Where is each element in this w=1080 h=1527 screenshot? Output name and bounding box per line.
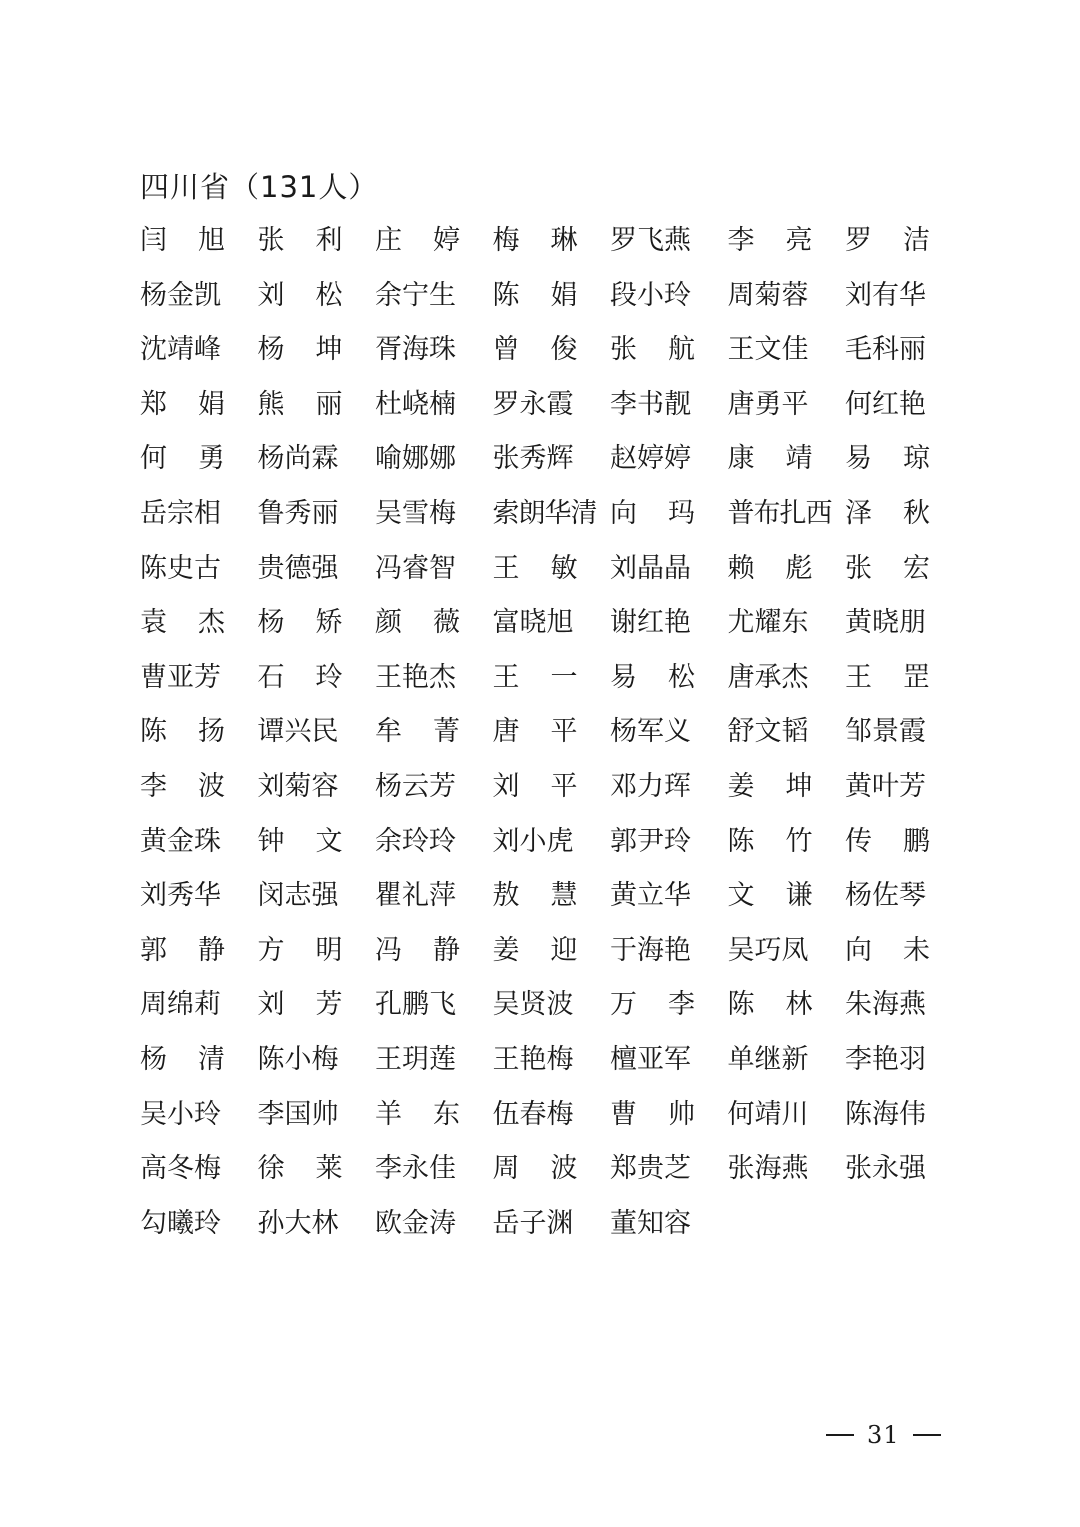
name-entry: 熊 丽: [257, 388, 343, 420]
name-entry: 杨云芳: [375, 770, 456, 802]
name-entry: 单继新: [727, 1043, 809, 1075]
name-entry: 王玥莲: [375, 1043, 456, 1075]
name-entry: 张 利: [257, 225, 343, 256]
name-entry: 李 波: [140, 770, 225, 802]
name-entry: 王 罡: [845, 661, 930, 693]
name-entry: 黄叶芳: [845, 770, 926, 802]
name-entry: 贵德强: [257, 552, 339, 584]
name-entry: 向 未: [845, 934, 930, 966]
name-entry: 杨佐琴: [845, 880, 926, 912]
name-entry: 余玲玲: [375, 825, 456, 857]
name-entry: 周菊蓉: [727, 279, 809, 311]
section-heading: 四川省（131人）: [140, 170, 379, 204]
name-entry: 羊 东: [375, 1098, 460, 1130]
name-entry: 曾 俊: [492, 334, 578, 366]
dash-left: [826, 1434, 854, 1436]
name-entry: 尤耀东: [727, 607, 809, 639]
name-entry: 张 宏: [845, 552, 930, 584]
name-entry: 王艳杰: [375, 661, 456, 693]
name-entry: 庄 婷: [375, 225, 460, 256]
name-entry: 孙大林: [257, 1207, 339, 1239]
name-entry: 张海燕: [727, 1153, 809, 1185]
name-entry: 索朗华清: [492, 497, 597, 529]
name-entry: 杨尚霖: [257, 443, 339, 475]
name-entry: 赖 彪: [727, 552, 813, 584]
name-entry: 伍春梅: [492, 1098, 574, 1130]
name-entry: 郭 静: [140, 934, 225, 966]
name-entry: 陈 扬: [140, 716, 225, 748]
name-entry: 吴雪梅: [375, 497, 456, 529]
dash-right: [913, 1434, 941, 1436]
name-entry: 喻娜娜: [375, 443, 456, 475]
name-entry: 罗永霞: [492, 388, 574, 420]
name-entry: 李艳羽: [845, 1043, 926, 1075]
name-entry: 郑贵芝: [610, 1153, 691, 1185]
name-entry: 唐承杰: [727, 661, 809, 693]
name-entry: 陈小梅: [257, 1043, 339, 1075]
name-entry: 刘有华: [845, 279, 926, 311]
name-entry: 易 琼: [845, 443, 930, 475]
name-entry: 文 谦: [727, 880, 813, 912]
name-entry: 董知容: [610, 1207, 691, 1239]
name-entry: 黄金珠: [140, 825, 221, 857]
name-entry: 邹景霞: [845, 716, 926, 748]
name-entry: 刘 松: [257, 279, 343, 311]
name-entry: 孔鹏飞: [375, 989, 456, 1021]
name-entry: 张秀辉: [492, 443, 574, 475]
name-entry: 何红艳: [845, 388, 926, 420]
name-entry: 康 靖: [727, 443, 813, 475]
name-entry: 邓力珲: [610, 770, 691, 802]
name-entry: 鲁秀丽: [257, 497, 339, 529]
name-entry: 吴小玲: [140, 1098, 221, 1130]
name-entry: 张永强: [845, 1153, 926, 1185]
name-entry: 岳子渊: [492, 1207, 574, 1239]
name-entry: 李永佳: [375, 1153, 456, 1185]
name-entry: 刘秀华: [140, 880, 221, 912]
page-footer: [826, 1418, 941, 1452]
name-entry: 杨 矫: [257, 607, 343, 639]
name-entry: 陈 竹: [727, 825, 813, 857]
name-entry: 周 波: [492, 1153, 578, 1185]
name-entry: 杜峣楠: [375, 388, 456, 420]
name-entry: 檀亚军: [610, 1043, 691, 1075]
name-entry: 袁 杰: [140, 607, 225, 639]
name-entry: 李国帅: [257, 1098, 339, 1130]
name-entry: 朱海燕: [845, 989, 926, 1021]
name-entry: 闵志强: [257, 880, 339, 912]
name-entry: 刘小虎: [492, 825, 574, 857]
name-entry: 谭兴民: [257, 716, 339, 748]
name-entry: 闫 旭: [140, 225, 225, 256]
name-entry: 何 勇: [140, 443, 225, 475]
name-entry: 姜 坤: [727, 770, 813, 802]
name-entry: 钟 文: [257, 825, 343, 857]
name-entry: 何靖川: [727, 1098, 809, 1130]
name-entry: 吴巧凤: [727, 934, 809, 966]
name-entry: 罗飞燕: [610, 225, 691, 256]
name-entry: 敖 慧: [492, 880, 578, 912]
name-entry: 杨 清: [140, 1043, 225, 1075]
name-entry: 罗 洁: [845, 225, 930, 256]
name-entry: 普布扎西: [727, 497, 832, 529]
name-entry: 勾曦玲: [140, 1207, 221, 1239]
name-entry: 瞿礼萍: [375, 880, 456, 912]
name-entry: 方 明: [257, 934, 343, 966]
name-entry: 唐 平: [492, 716, 578, 748]
name-entry: 石 玲: [257, 661, 343, 693]
name-entry: 于海艳: [610, 934, 691, 966]
name-entry: 向 玛: [610, 497, 695, 529]
name-entry: 冯 静: [375, 934, 460, 966]
name-entry: 陈 娟: [492, 279, 578, 311]
name-list: [140, 214, 940, 1251]
name-entry: 曹亚芳: [140, 661, 221, 693]
name-entry: 杨金凯: [140, 279, 221, 311]
name-entry: 曹 帅: [610, 1098, 695, 1130]
name-entry: 传 鹏: [845, 825, 930, 857]
name-entry: 陈海伟: [845, 1098, 926, 1130]
name-entry: 岳宗相: [140, 497, 221, 529]
name-entry: 杨 坤: [257, 334, 343, 366]
name-entry: 胥海珠: [375, 334, 456, 366]
name-entry: 沈靖峰: [140, 334, 221, 366]
name-entry: 谢红艳: [610, 607, 691, 639]
name-entry: 吴贤波: [492, 989, 574, 1021]
name-entry: 刘晶晶: [610, 552, 691, 584]
name-entry: 王 敏: [492, 552, 578, 584]
name-entry: 郭尹玲: [610, 825, 691, 857]
name-entry: 李书靓: [610, 388, 691, 420]
name-entry: 刘 芳: [257, 989, 343, 1021]
name-entry: 易 松: [610, 661, 695, 693]
name-entry: 王文佳: [727, 334, 809, 366]
name-entry: 牟 菁: [375, 716, 460, 748]
name-entry: 舒文韬: [727, 716, 809, 748]
name-entry: 刘菊容: [257, 770, 339, 802]
name-entry: 赵婷婷: [610, 443, 691, 475]
name-entry: 陈史古: [140, 552, 221, 584]
name-entry: 富晓旭: [492, 607, 574, 639]
name-entry: 姜 迎: [492, 934, 578, 966]
name-entry: 李 亮: [727, 225, 813, 256]
name-entry: 王艳梅: [492, 1043, 574, 1075]
name-entry: 张 航: [610, 334, 695, 366]
name-entry: 万 李: [610, 989, 695, 1021]
name-entry: 周绵莉: [140, 989, 221, 1021]
name-entry: 王 一: [492, 661, 578, 693]
name-entry: 高冬梅: [140, 1153, 221, 1185]
name-entry: 冯睿智: [375, 552, 456, 584]
name-entry: 颜 薇: [375, 607, 460, 639]
name-entry: 郑 娟: [140, 388, 225, 420]
name-entry: 黄晓朋: [845, 607, 926, 639]
name-entry: 梅 琳: [492, 225, 578, 256]
name-entry: 欧金涛: [375, 1207, 456, 1239]
name-entry: 陈 林: [727, 989, 813, 1021]
name-entry: 徐 莱: [257, 1153, 343, 1185]
name-entry: 毛科丽: [845, 334, 926, 366]
name-entry: 段小玲: [610, 279, 691, 311]
name-entry: 余宁生: [375, 279, 456, 311]
name-entry: 泽 秋: [845, 497, 930, 529]
name-entry: 唐勇平: [727, 388, 809, 420]
name-entry: 刘 平: [492, 770, 578, 802]
name-entry: 黄立华: [610, 880, 691, 912]
name-entry: 杨军义: [610, 716, 691, 748]
page-number: 31: [867, 1421, 900, 1449]
